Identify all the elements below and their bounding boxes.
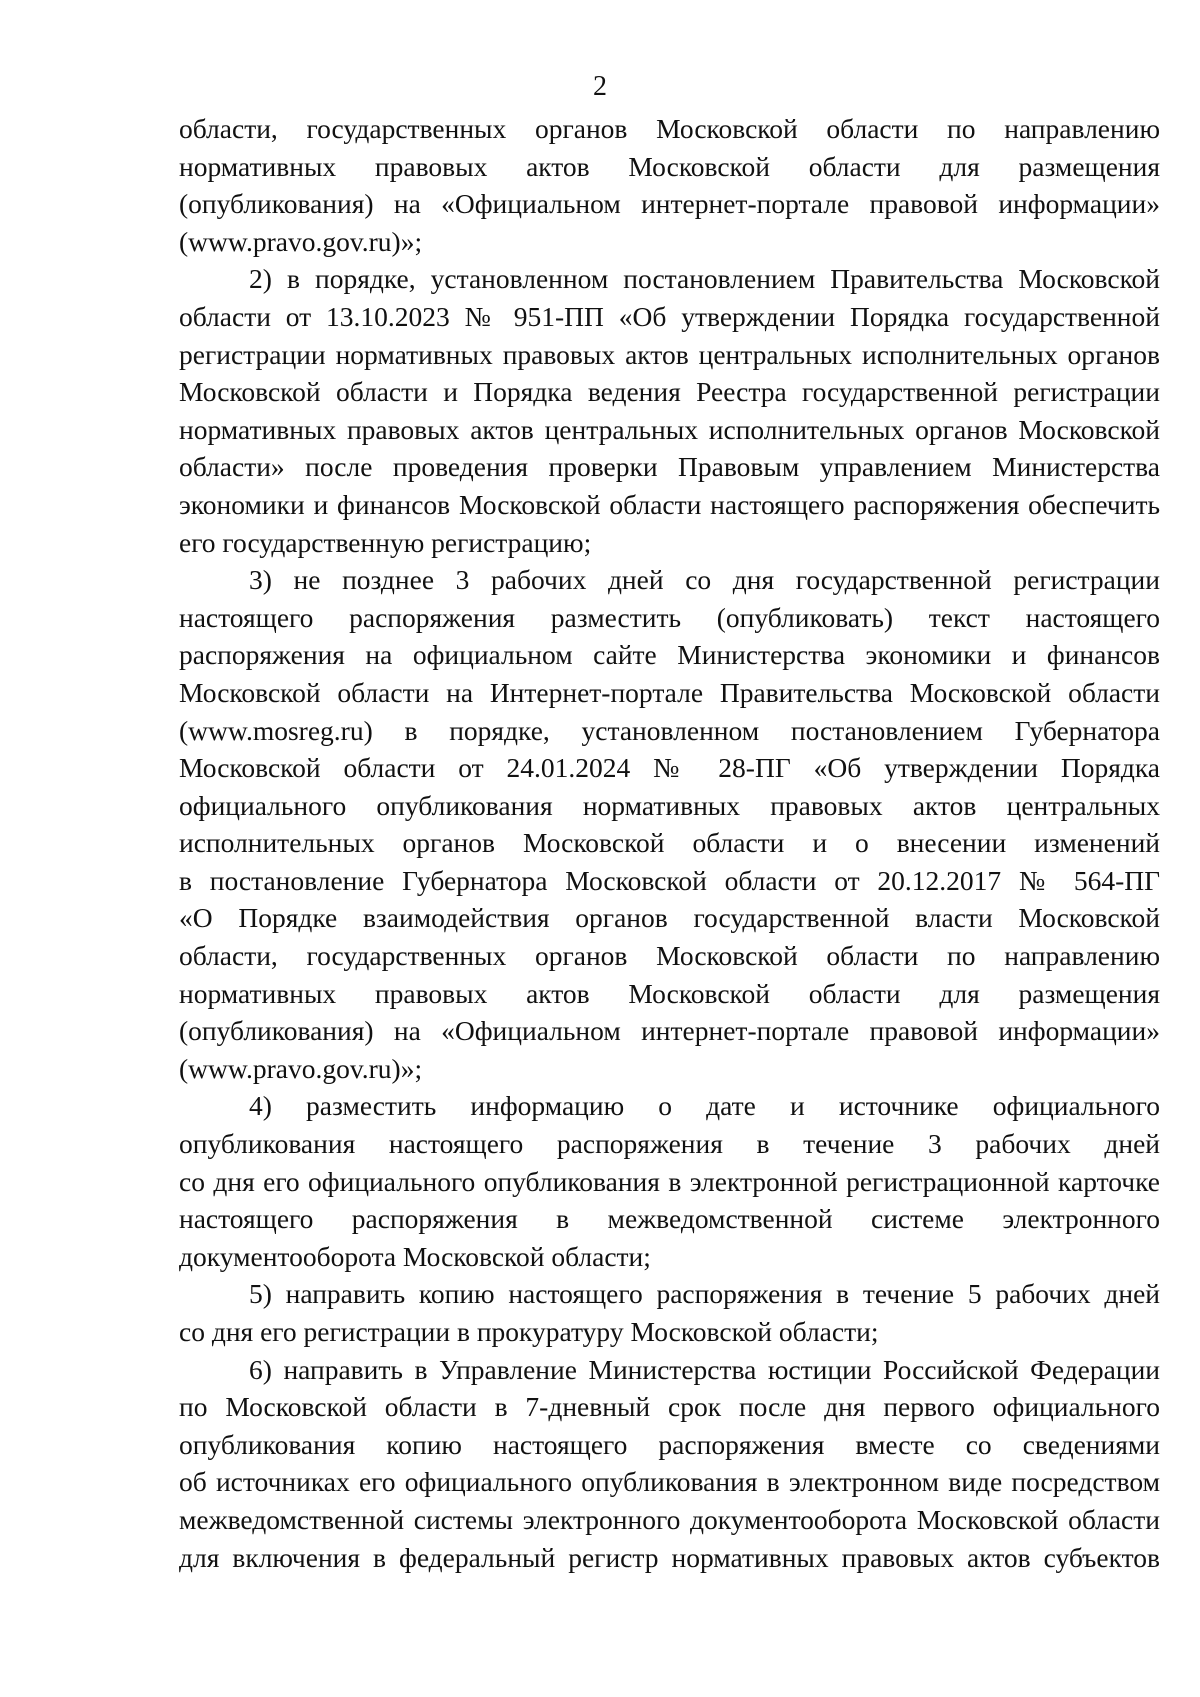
text-line: «О Порядке взаимодействия органов государственной власти Московской	[179, 902, 1160, 934]
text-line: об источниках его официального опубликования в электронном виде посредством	[179, 1466, 1160, 1498]
text-line: области» после проведения проверки Правовым управлением Министерства	[179, 451, 1160, 483]
text-line: области, государственных органов Московской области по направлению	[179, 113, 1160, 144]
text-line: исполнительных органов Московской области и о внесении изменений	[179, 827, 1160, 859]
text-line: нормативных правовых актов Московской области для размещения	[179, 150, 1160, 182]
text-line: (опубликования) на «Официальном интернет-портале правовой информации»	[179, 1015, 1160, 1047]
text-line: документооборота Московской области;	[179, 1240, 651, 1272]
text-line: Московской области на Интернет-портале Правительства Московской области	[179, 676, 1160, 708]
text-line: опубликования настоящего распоряжения в течение 3 рабочих дней	[179, 1128, 1160, 1160]
text-line: Московской области и Порядка ведения Реестра государственной регистрации	[179, 376, 1160, 408]
text-line: (опубликования) на «Официальном интернет-портале правовой информации»	[179, 188, 1160, 220]
text-line: экономики и финансов Московской области настоящего распоряжения обеспечить	[179, 488, 1160, 520]
text-line: 3) не позднее 3 рабочих дней со дня государственной регистрации	[249, 564, 1160, 596]
text-line: 2) в порядке, установленном постановлением Правительства Московской	[249, 263, 1160, 295]
text-line: 5) направить копию настоящего распоряжения в течение 5 рабочих дней	[249, 1278, 1160, 1310]
text-line: (www.pravo.gov.ru)»;	[179, 1052, 423, 1084]
text-line: официального опубликования нормативных правовых актов центральных	[179, 789, 1160, 821]
page-number: 2	[593, 71, 607, 102]
text-line: 6) направить в Управление Министерства юстиции Российской Федерации	[249, 1353, 1160, 1385]
text-line: области от 13.10.2023 № 951-ПП «Об утверждении Порядка государственной	[179, 300, 1160, 332]
text-line: Московской области от 24.01.2024 № 28-ПГ «Об утверждении Порядка	[179, 752, 1160, 784]
text-line: распоряжения на официальном сайте Министерства экономики и финансов	[179, 639, 1160, 671]
text-line: (www.pravo.gov.ru)»;	[179, 225, 423, 257]
text-line: межведомственной системы электронного документооборота Московской области	[179, 1503, 1160, 1535]
text-line: его государственную регистрацию;	[179, 526, 592, 558]
document-body	[179, 110, 1160, 1576]
text-line: (www.mosreg.ru) в порядке, установленном постановлением Губернатора	[179, 714, 1160, 746]
text-line: опубликования копию настоящего распоряжения вместе со сведениями	[179, 1428, 1160, 1460]
text-line: по Московской области в 7-дневный срок после дня первого официального	[179, 1391, 1160, 1423]
text-line: 4) разместить информацию о дате и источнике официального	[249, 1090, 1160, 1122]
text-line: со дня его официального опубликования в электронной регистрационной карточке	[179, 1165, 1160, 1197]
text-line: регистрации нормативных правовых актов центральных исполнительных органов	[179, 338, 1160, 370]
text-line: в постановление Губернатора Московской области от 20.12.2017 № 564-ПГ	[179, 864, 1160, 896]
text-line: области, государственных органов Московской области по направлению	[179, 940, 1160, 972]
text-line: нормативных правовых актов Московской области для размещения	[179, 977, 1160, 1009]
text-line: нормативных правовых актов центральных исполнительных органов Московской	[179, 413, 1160, 445]
text-line: настоящего распоряжения в межведомственной системе электронного	[179, 1203, 1160, 1235]
text-line: со дня его регистрации в прокуратуру Московской области;	[179, 1316, 879, 1347]
text-line: настоящего распоряжения разместить (опубликовать) текст настоящего	[179, 601, 1160, 633]
text-line: для включения в федеральный регистр нормативных правовых актов субъектов	[179, 1541, 1160, 1573]
